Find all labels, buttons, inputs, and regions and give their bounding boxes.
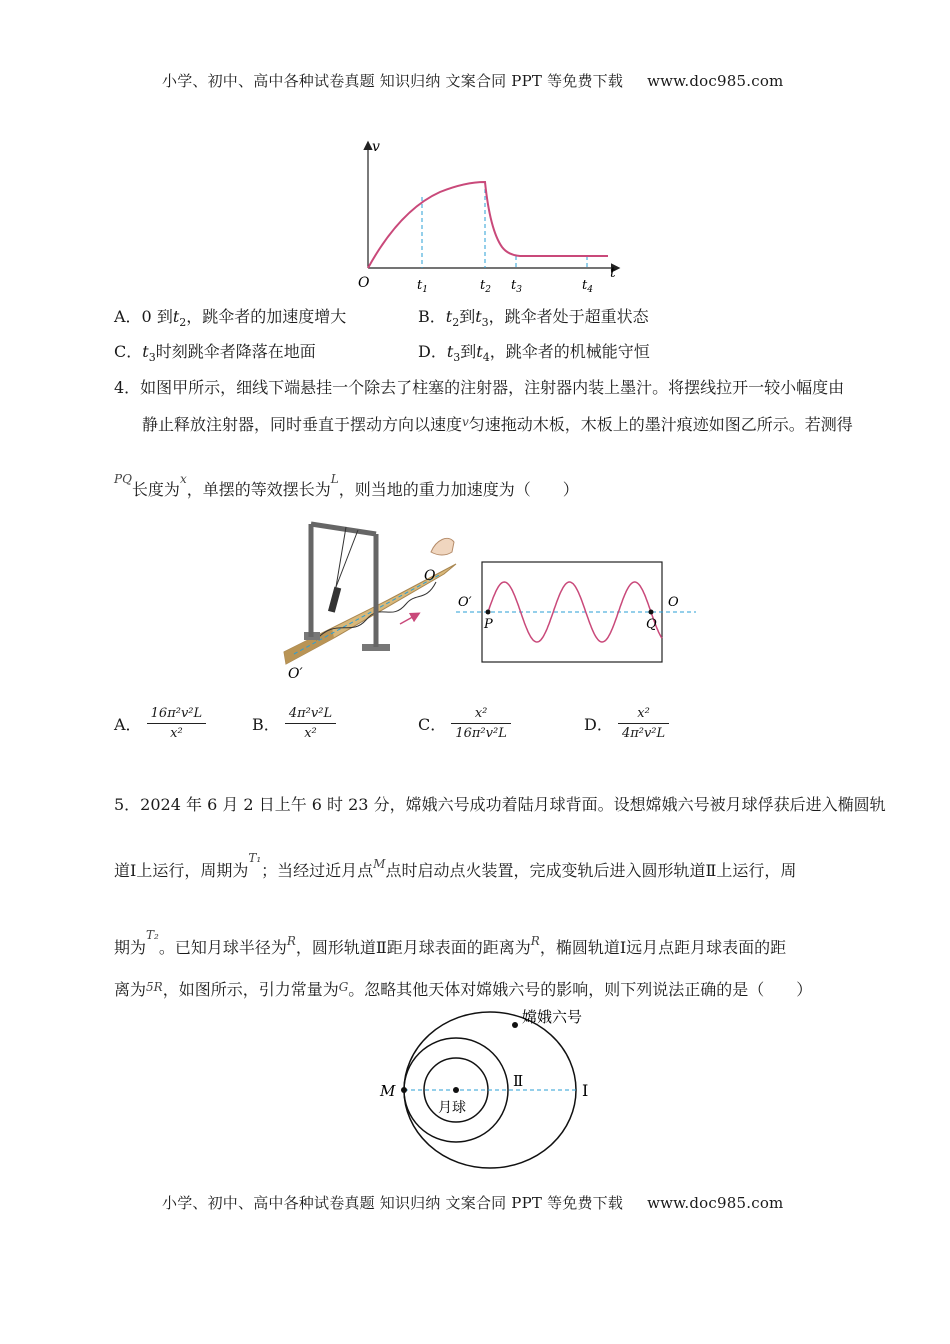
t1-tick: $t_1$ [417, 278, 428, 295]
q5-line-2: 道Ⅰ上运行，周期为$^{T_1}$；当经过近月点$^M$点时启动点火装置，完成变轨后进入圆形轨道Ⅱ上运行，周 [114, 851, 797, 880]
t3-tick: $t_3$ [511, 278, 522, 295]
moon-center [453, 1087, 459, 1093]
footer-text: 小学、初中、高中各种试卷真题 知识归纳 文案合同 PPT 等免费下载 [162, 1194, 624, 1212]
craft-label: 嫦娥六号 [522, 1008, 583, 1026]
point-q [649, 610, 654, 615]
q3-option-a: A．0 到$t_2$，跳伞者的加速度增大 [114, 307, 347, 330]
q3-option-d: D．$t_3$到$t_4$，跳伞者的机械能守恒 [418, 342, 650, 365]
pendulum-apparatus-figure [276, 512, 466, 682]
q5-line-4: 离为$^{5R}$，如图所示，引力常量为$^G$。忽略其他天体对嫦娥六号的影响，则下列说法正确的是（ ） [114, 980, 813, 999]
orbit-ii-label: Ⅱ [513, 1072, 524, 1090]
origin-label: O [358, 275, 370, 291]
syringe [328, 587, 341, 613]
footer-site: www.doc985.com [647, 1194, 784, 1212]
q4-option-a: A． $\frac{\text{16π²v²L}}{\text{x²}}$ [114, 706, 206, 741]
t2-tick: $t_2$ [480, 278, 491, 295]
q4-line-3: $^{PQ}$长度为$^x$，单摆的等效摆长为$^L$，则当地的重力加速度为（ ） [114, 472, 579, 499]
page-footer [162, 1192, 783, 1213]
header-site: www.doc985.com [647, 72, 784, 90]
header-text: 小学、初中、高中各种试卷真题 知识归纳 文案合同 PPT 等免费下载 [162, 72, 624, 90]
point-m [401, 1087, 407, 1093]
p-label: P [484, 617, 493, 632]
pull-arrow [400, 614, 418, 624]
hand-icon [431, 538, 454, 555]
q4-option-b: B． $\frac{\text{4π²v²L}}{\text{x²}}$ [252, 706, 336, 741]
string-1 [336, 530, 358, 587]
point-p [486, 610, 491, 615]
string-2 [336, 527, 346, 587]
point-o-label: O [424, 568, 436, 584]
q4-option-d: D． $\frac{\text{x²}}{\text{4π²v²L}}$ [584, 706, 669, 741]
q3-option-c: C．$t_3$时刻跳伞者降落在地面 [114, 342, 316, 365]
m-label: M [380, 1082, 396, 1100]
q5-line-1: 5．2024 年 6 月 2 日上午 6 时 23 分，嫦娥六号成功着陆月球背面。设想嫦娥六号被月球俘获后进入椭圆轨 [114, 795, 886, 814]
orbit-i-label: Ⅰ [582, 1081, 589, 1100]
velocity-time-graph [340, 135, 630, 295]
t4-tick: $t_4$ [582, 278, 593, 295]
v-label: v [372, 139, 380, 155]
spacecraft-dot [512, 1022, 518, 1028]
q4-line-2: 静止释放注射器，同时垂直于摆动方向以速度$^v$匀速拖动木板，木板上的墨汁痕迹如图乙所示。若测得 [142, 415, 853, 434]
q3-option-b: B．$t_2$到$t_3$，跳伞者处于超重状态 [418, 307, 649, 330]
t-label: t [610, 265, 616, 281]
stand-crossbar [311, 524, 376, 534]
q4-option-c: C． $\frac{\text{x²}}{\text{16π²v²L}}$ [418, 706, 511, 741]
q5-line-3: 期为$^{T_2}$。已知月球半径为$^R$，圆形轨道Ⅱ距月球表面的距离为$^R$，椭圆轨道Ⅰ远月点距月球表面的距 [114, 928, 787, 957]
trace-o-label: O [668, 595, 679, 610]
moon-label: 月球 [438, 1100, 466, 1116]
trace-o-prime-label: O′ [458, 595, 472, 610]
velocity-curve [368, 182, 608, 268]
page-header [162, 70, 783, 91]
orbit-figure [372, 1002, 612, 1172]
ink-trace-figure [456, 558, 698, 668]
point-o-prime-label: O′ [288, 666, 303, 682]
q4-line-1: 4．如图甲所示，细线下端悬挂一个除去了柱塞的注射器，注射器内装上墨汁。将摆线拉开一较小幅度由 [114, 378, 845, 397]
q-label: Q [646, 617, 657, 632]
